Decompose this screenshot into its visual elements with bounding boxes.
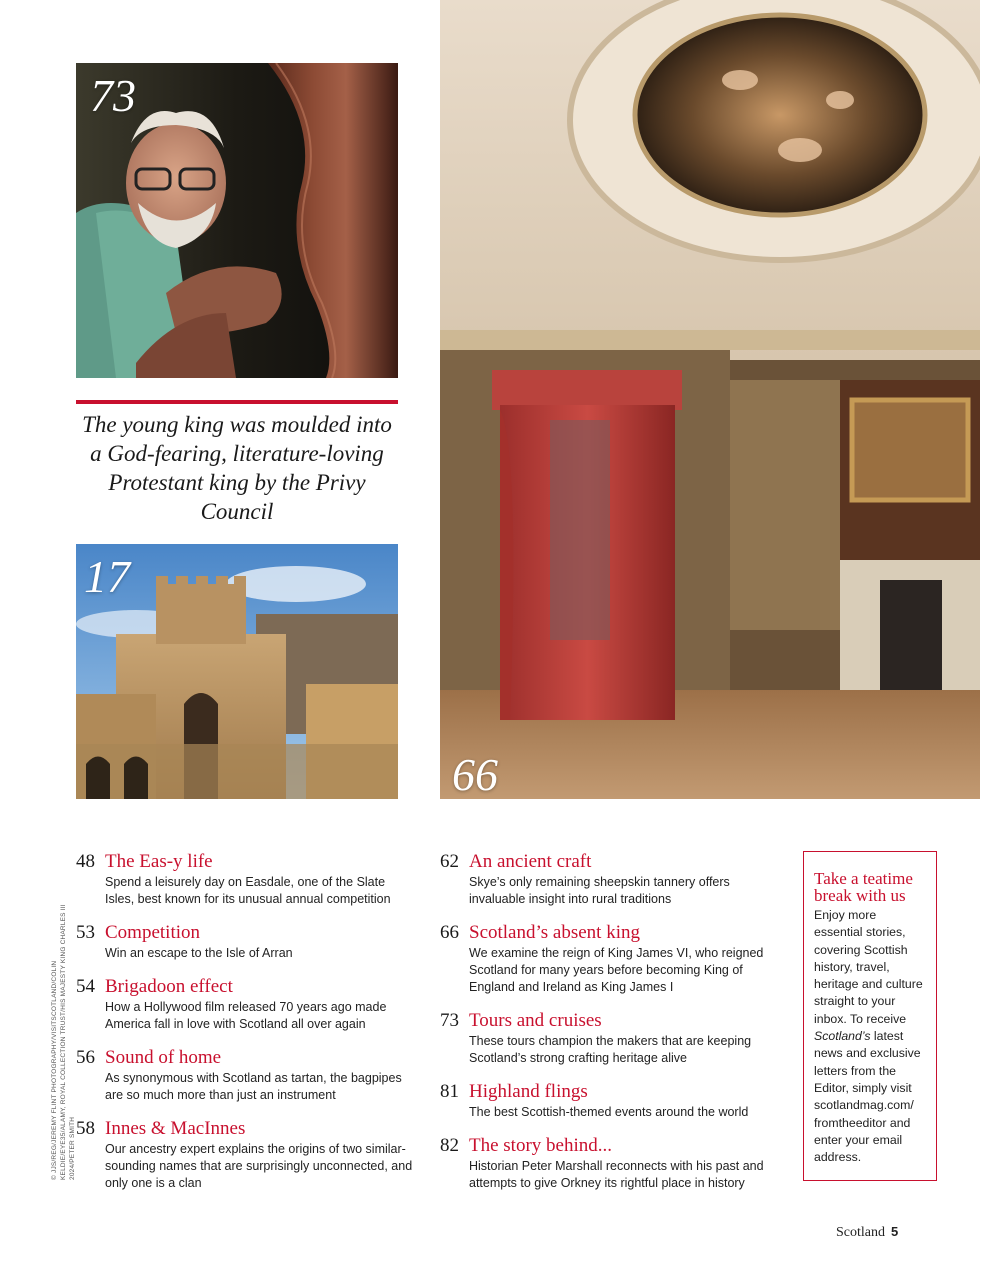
sidebar-body-magazine-name: Scotland’s: [814, 1029, 871, 1044]
toc-entry[interactable]: [440, 1081, 785, 1121]
toc-title[interactable]: Highland flings: [469, 1081, 588, 1102]
toc-description: As synonymous with Scotland as tartan, the bagpipes are so much more than just an instrument: [105, 1071, 402, 1102]
toc-page-number: 48: [76, 851, 95, 872]
toc-description: Our ancestry expert explains the origins of two similar-sounding names that are surprisingly unconnected, and only one is a clan: [105, 1142, 413, 1190]
toc-description: Win an escape to the Isle of Arran: [105, 946, 293, 960]
bedchamber-illustration: [440, 0, 980, 799]
sidebar-title: Take a teatime break with us: [814, 869, 913, 905]
sidebar-body-text-end: latest news and exclusive letters from the Editor, simply visit scotlandmag.com/ fromtheeditor and enter your email address.: [814, 1029, 921, 1165]
toc-page-number: 73: [440, 1010, 459, 1031]
toc-title[interactable]: The Eas-y life: [105, 851, 213, 872]
toc-entry[interactable]: [76, 1118, 416, 1192]
bedchamber-photo: [440, 0, 980, 799]
castle-photo: [76, 544, 398, 799]
toc-description: These tours champion the makers that are keeping Scotland’s strong crafting heritage alive: [469, 1034, 752, 1065]
toc-title[interactable]: Sound of home: [105, 1047, 222, 1068]
toc-page-number: 53: [76, 922, 95, 943]
toc-description: We examine the reign of King James VI, who reigned Scotland for many years before becoming King of England and Ireland as King James I: [469, 946, 764, 994]
toc-page-number: 58: [76, 1118, 95, 1139]
toc-page-number: 62: [440, 851, 459, 872]
sidebar-body-text: Enjoy more essential stories, covering Scottish history, travel, heritage and culture straight to your inbox. To receive: [814, 908, 923, 1026]
potter-photo: [76, 63, 398, 378]
toc-entry[interactable]: [76, 1047, 416, 1104]
footer-page-number: 5: [891, 1224, 899, 1239]
toc-title[interactable]: The story behind...: [469, 1135, 613, 1156]
toc-description: Historian Peter Marshall reconnects with his past and attempts to give Orkney its rightful place in history: [469, 1159, 764, 1190]
toc-entry[interactable]: [440, 1010, 785, 1067]
toc-description: Spend a leisurely day on Easdale, one of the Slate Isles, best known for its unusual annual competition: [105, 875, 391, 906]
quote-rule: [76, 400, 398, 404]
newsletter-sidebar: [803, 851, 937, 1181]
photo-page-number: 73: [90, 70, 136, 121]
toc-title[interactable]: Scotland’s absent king: [469, 922, 640, 943]
toc-entry[interactable]: [76, 976, 416, 1033]
photo-page-number: 66: [452, 749, 498, 799]
toc-page-number: 66: [440, 922, 459, 943]
toc-column-left: [76, 851, 416, 1206]
toc-entry[interactable]: [440, 922, 785, 996]
pull-quote: The young king was moulded into a God-fearing, literature-loving Protestant king by the Privy Council: [82, 412, 392, 524]
toc-description: How a Hollywood film released 70 years ago made America fall in love with Scotland all over again: [105, 1000, 387, 1031]
toc-title[interactable]: Tours and cruises: [469, 1010, 602, 1031]
toc-page-number: 56: [76, 1047, 95, 1068]
toc-column-right: [440, 851, 785, 1206]
toc-entry[interactable]: [76, 851, 416, 908]
toc-description: The best Scottish-themed events around the world: [469, 1105, 749, 1119]
toc-page-number: 82: [440, 1135, 459, 1156]
toc-description: Skye’s only remaining sheepskin tannery offers invaluable insight into rural traditions: [469, 875, 730, 906]
toc-title[interactable]: Brigadoon effect: [105, 976, 233, 997]
page-footer: [836, 1224, 898, 1241]
sidebar-body: [814, 907, 926, 1166]
toc-page-number: 81: [440, 1081, 459, 1102]
toc-page-number: 54: [76, 976, 95, 997]
toc-title[interactable]: An ancient craft: [469, 851, 592, 872]
toc-title[interactable]: Competition: [105, 922, 200, 943]
toc-entry[interactable]: [440, 1135, 785, 1192]
photo-credit: © JJS/REG/JEREMY FLINT PHOTOGRAPHY/VISITSCOTLAND/COLIN KELDIE/EYE35/ALAMY, ROYAL COLLECTION TRUST/HIS MAJESTY KING CHARLES III 2024/PETER SMITH: [51, 904, 76, 1180]
toc-title[interactable]: Innes & MacInnes: [105, 1118, 246, 1139]
photo-page-number: 17: [84, 551, 130, 602]
footer-brand: Scotland: [836, 1225, 885, 1240]
toc-entry[interactable]: [440, 851, 785, 908]
toc-entry[interactable]: [76, 922, 416, 962]
